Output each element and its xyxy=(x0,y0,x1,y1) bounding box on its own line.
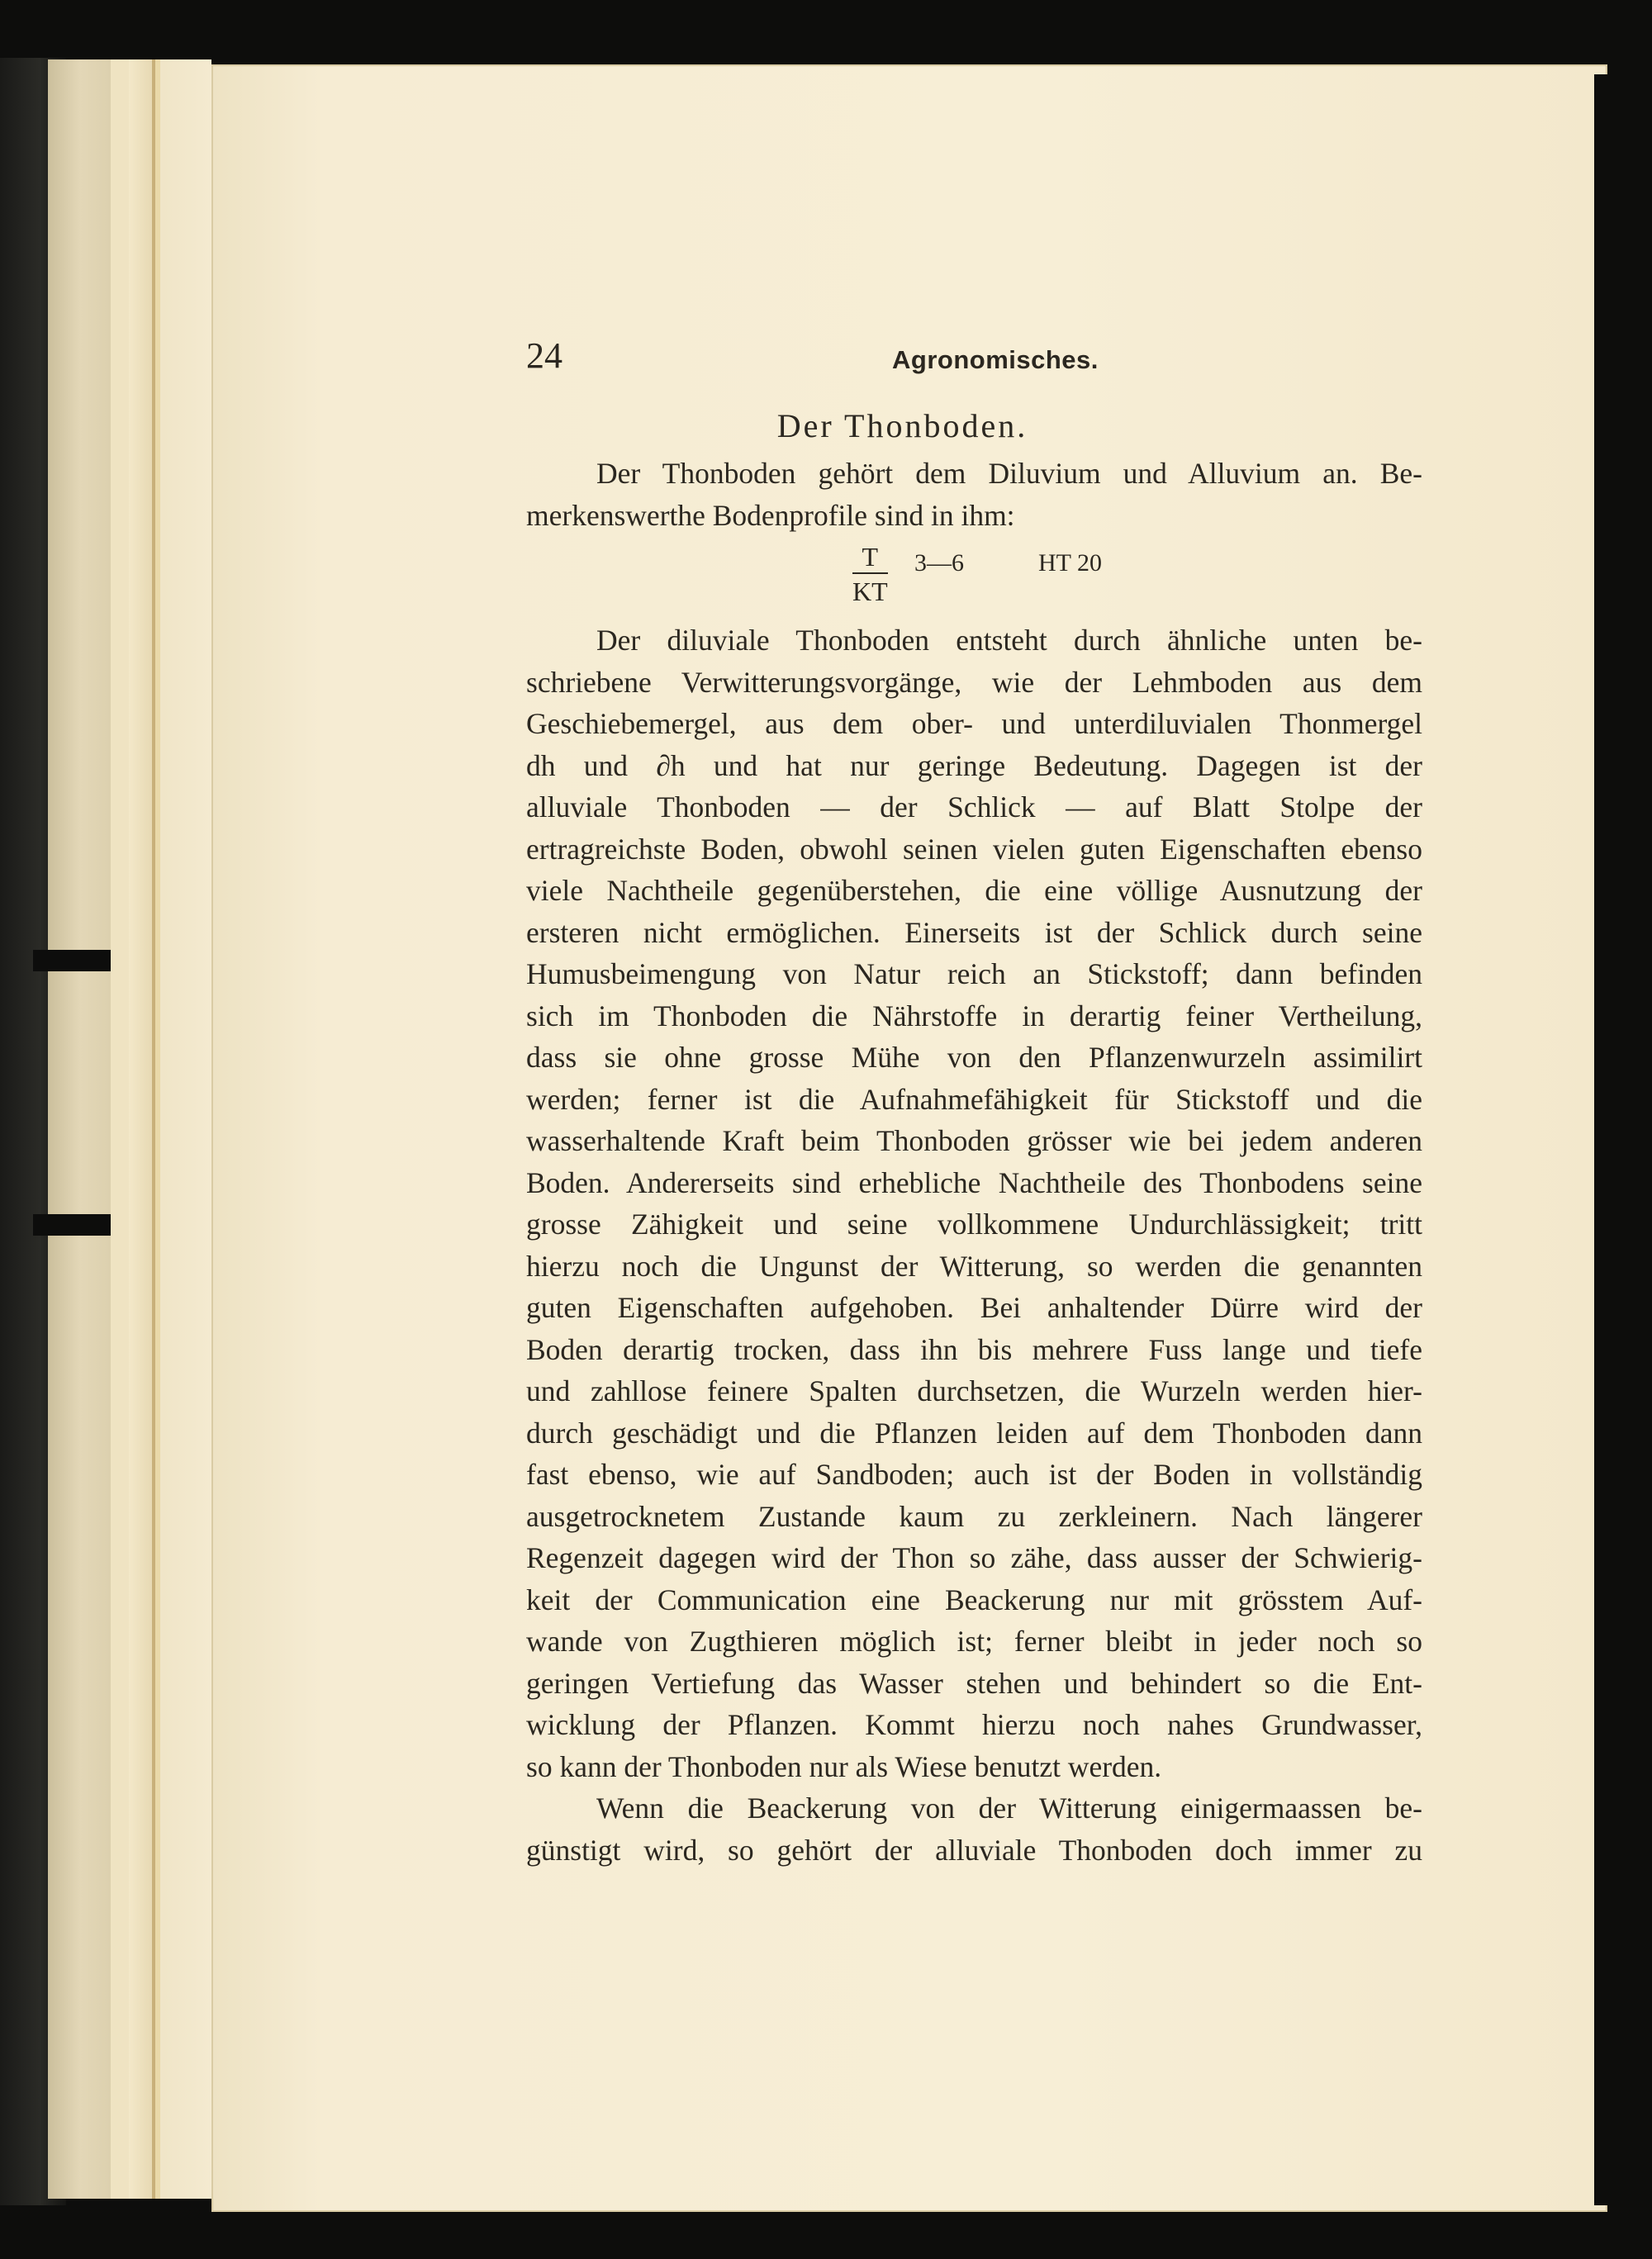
text-line: wasserhaltende Kraft beim Thonboden grösser wie bei jedem anderen xyxy=(526,1124,1422,1157)
text-line: so kann der Thonboden nur als Wiese benutzt werden. xyxy=(526,1749,1162,1783)
text-line: Wenn die Beackerung von der Witterung einigermaassen be- xyxy=(596,1792,1422,1825)
body-text xyxy=(526,453,1422,1871)
soil-profile-formula xyxy=(526,536,1422,619)
text-line: merkenswerthe Bodenprofile sind in ihm: xyxy=(526,498,1015,532)
text-line: geringen Vertiefung das Wasser stehen und behindert so die Ent- xyxy=(526,1666,1422,1700)
text-line: Boden. Andererseits sind erhebliche Nachtheile des Thonbodens seine xyxy=(526,1165,1422,1199)
text-line: sich im Thonboden die Nährstoffe in derartig feiner Vertheilung, xyxy=(526,999,1422,1032)
text-line: Boden derartig trocken, dass ihn bis mehrere Fuss lange und tiefe xyxy=(526,1332,1422,1366)
paragraph-2 xyxy=(526,1787,1422,1871)
text-line: durch geschädigt und die Pflanzen leiden auf dem Thonboden dann xyxy=(526,1416,1422,1450)
formula-fraction xyxy=(852,536,888,607)
section-title: Der Thonboden. xyxy=(776,407,1028,444)
text-line: werden; ferner ist die Aufnahmefähigkeit für Stickstoff und die xyxy=(526,1082,1422,1116)
background-edge xyxy=(1594,74,1652,2205)
text-line: Der Thonboden gehört dem Diluvium und Alluvium an. Be- xyxy=(596,457,1422,490)
text-line: ausgetrocknetem Zustande kaum zu zerkleinern. Nach längerer xyxy=(526,1499,1422,1533)
text-line: schriebene Verwitterungsvorgänge, wie der Lehmboden aus dem xyxy=(526,665,1422,699)
formula-second-profile: HT 20 xyxy=(1038,549,1102,577)
text-line: wicklung der Pflanzen. Kommt hierzu noch nahes Grundwasser, xyxy=(526,1708,1422,1741)
formula-denominator: KT xyxy=(852,577,888,606)
text-line: Humusbeimengung von Natur reich an Stickstoff; dann befinden xyxy=(526,957,1422,990)
text-line: und zahllose feinere Spalten durchsetzen, die Wurzeln werden hier- xyxy=(526,1374,1422,1407)
paragraph-1 xyxy=(526,619,1422,1787)
text-line: fast ebenso, wie auf Sandboden; auch ist der Boden in vollständig xyxy=(526,1458,1422,1491)
page-stack-edge xyxy=(129,59,154,2199)
text-line: Regenzeit dagegen wird der Thon so zähe, dass ausser der Schwierig- xyxy=(526,1541,1422,1574)
running-title: Agronomisches. xyxy=(892,345,1099,374)
text-line: wande von Zugthieren möglich ist; ferner bleibt in jeder noch so xyxy=(526,1625,1422,1658)
text-line: guten Eigenschaften aufgehoben. Bei anhaltender Dürre wird der xyxy=(526,1291,1422,1324)
formula-range: 3—6 xyxy=(914,549,964,577)
text-line: Geschiebemergel, aus dem ober- und unterdiluvialen Thonmergel xyxy=(526,707,1422,740)
text-line: dh und ∂h und hat nur geringe Bedeutung. Dagegen ist der xyxy=(526,748,1422,782)
text-line: Der diluviale Thonboden entsteht durch ähnliche unten be- xyxy=(596,624,1422,657)
formula-numerator: T xyxy=(852,536,888,574)
text-line: ersteren nicht ermöglichen. Einerseits ist der Schlick durch seine xyxy=(526,915,1422,949)
text-line: keit der Communication eine Beackerung nur mit grösstem Auf- xyxy=(526,1583,1422,1616)
text-line: alluviale Thonboden — der Schlick — auf Blatt Stolpe der xyxy=(526,790,1422,823)
text-line: ertragreichste Boden, obwohl seinen vielen guten Eigenschaften ebenso xyxy=(526,832,1422,866)
page-number: 24 xyxy=(526,335,563,376)
text-line: hierzu noch die Ungunst der Witterung, so werden die genannten xyxy=(526,1249,1422,1283)
page-gutter xyxy=(152,59,211,2199)
intro-paragraph xyxy=(526,453,1422,536)
text-line: günstigt wird, so gehört der alluviale Thonboden doch immer zu xyxy=(526,1833,1422,1867)
text-line: dass sie ohne grosse Mühe von den Pflanzenwurzeln assimilirt xyxy=(526,1041,1422,1074)
text-line: grosse Zähigkeit und seine vollkommene Undurchlässigkeit; tritt xyxy=(526,1208,1422,1241)
text-line: viele Nachtheile gegenüberstehen, die eine völlige Ausnutzung der xyxy=(526,874,1422,907)
